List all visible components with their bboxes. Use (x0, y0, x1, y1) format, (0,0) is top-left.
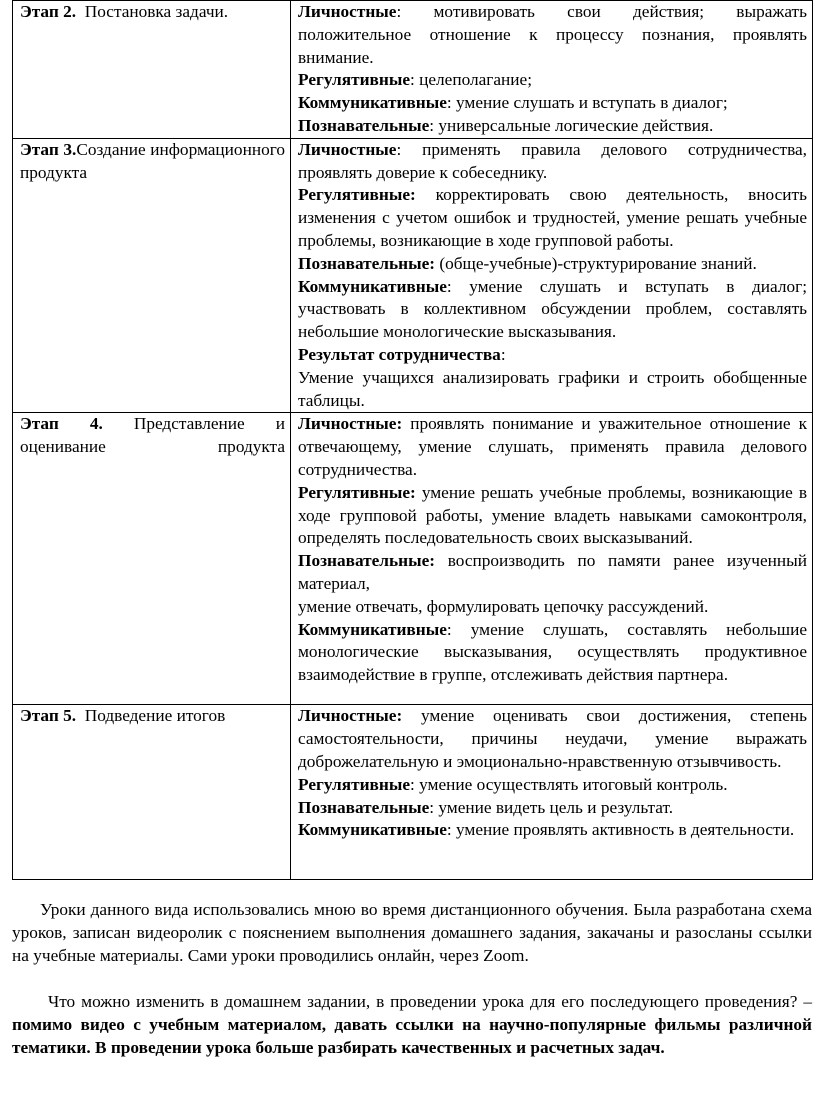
competency-block (298, 276, 807, 344)
competency-text: проявлять понимание и уважительное отношение к отвечающему, умение слушать, применять правила делового сотрудничества. (298, 414, 807, 479)
stage-line (20, 139, 285, 185)
stage-title: Подведение итогов (76, 706, 226, 726)
competencies-cell (291, 138, 813, 413)
table-row (13, 138, 813, 413)
competency-block (298, 596, 807, 619)
table-row (13, 413, 813, 705)
competencies-cell (291, 1, 813, 139)
competency-text: : целеполагание; (410, 70, 533, 90)
stage-cell (13, 1, 291, 139)
competency-block (298, 705, 807, 773)
competency-label: Познавательные (298, 115, 430, 135)
competency-block (298, 1, 807, 69)
competency-block (298, 253, 807, 276)
competency-block (298, 367, 807, 413)
competency-text: корректировать свою деятельность, вносить изменения с учетом ошибок и трудностей, умение решать учебные проблемы, возникающие в ходе групповой работы. (298, 185, 807, 250)
competency-text: : (500, 344, 506, 364)
stage-title: Представление и оценивание продукта (20, 414, 285, 457)
competency-text: : умение осуществлять итоговый контроль. (410, 774, 728, 794)
competency-label: Результат сотрудничества (298, 344, 501, 364)
competency-block (298, 819, 807, 842)
competency-block (298, 115, 807, 138)
conclusion-question: Что можно изменить в домашнем задании, в проведении урока для его последующего проведения? – (48, 992, 812, 1011)
competency-text: : умение слушать, составлять небольшие монологические высказывания, осуществлять продуктивное взаимодействие в группе, отслеживать действия партнера. (298, 619, 807, 685)
table-row (13, 1, 813, 139)
competency-text: : мотивировать свои действия; выражать положительное отношение к процессу познания, проявлять внимание. (298, 2, 807, 67)
competency-label: Личностные (298, 2, 397, 21)
competency-text: умение отвечать, формулировать цепочку рассуждений. (298, 596, 709, 616)
competency-block (298, 482, 807, 550)
stage-line (20, 413, 285, 459)
stages-table (12, 0, 813, 880)
competency-text: (обще-учебные)-структурирование знаний. (435, 253, 757, 273)
stage-number: Этап 2. (20, 2, 77, 21)
competency-label: Познавательные: (298, 551, 436, 571)
competency-block (298, 550, 807, 596)
stage-cell (13, 138, 291, 413)
competency-block (298, 92, 807, 115)
competency-label: Личностные: (298, 706, 403, 726)
competency-text: воспроизводить по памяти ранее изученный материал, (298, 551, 807, 593)
competency-text: : умение слушать и вступать в диалог; участвовать в коллективном обсуждении проблем, составлять небольшие монологические высказывания. (298, 276, 807, 342)
conclusion-answer: помимо видео с учебным материалом, давать ссылки на научно-популярные фильмы различной тематики. В проведении урока больше разбирать качественных и расчетных задач. (12, 1015, 812, 1057)
competency-label: Познавательные (298, 797, 430, 817)
competencies-cell (291, 413, 813, 705)
competency-label: Коммуникативные (298, 820, 447, 840)
competency-label: Коммуникативные (298, 276, 447, 296)
competency-text: : умение слушать и вступать в диалог; (446, 93, 728, 113)
competency-label: Регулятивные (298, 774, 410, 794)
competency-block (298, 139, 807, 185)
competency-block (298, 69, 807, 92)
table-row (13, 705, 813, 880)
stage-cell (13, 705, 291, 880)
competency-label: Коммуникативные (298, 93, 447, 113)
competency-label: Личностные: (298, 414, 403, 434)
competency-text: умение оценивать свои достижения, степень самостоятельности, причины неудачи, умение выражать доброжелательную и эмоционально-нравственную отзывчивость. (298, 706, 807, 771)
competency-text: : универсальные логические действия. (429, 115, 714, 135)
stage-title: Постановка задачи. (76, 2, 229, 21)
competency-block (298, 774, 807, 797)
stage-title: Создание информационного продукта (20, 139, 286, 182)
competency-text: : умение проявлять активность в деятельности. (446, 820, 795, 840)
stage-number: Этап 3. (20, 139, 77, 159)
competencies-cell (291, 705, 813, 880)
competency-label: Познавательные: (298, 253, 436, 273)
competency-label: Регулятивные: (298, 482, 416, 502)
stage-number: Этап 4. (20, 414, 103, 434)
competency-text: : умение видеть цель и результат. (429, 797, 674, 817)
competency-block (298, 184, 807, 252)
competency-block (298, 344, 807, 367)
competency-block (298, 619, 807, 687)
competency-label: Регулятивные (298, 70, 410, 90)
competency-text: : применять правила делового сотрудничества, проявлять доверие к собеседнику. (298, 139, 807, 182)
competency-text: умение решать учебные проблемы, возникающие в ходе групповой работы, умение владеть навыками самоконтроля, определять последовательность своих высказываний. (298, 482, 807, 548)
competency-label: Личностные (298, 139, 397, 159)
competency-text: Умение учащихся анализировать графики и строить обобщенные таблицы. (298, 367, 807, 410)
competency-block (298, 797, 807, 820)
competency-label: Регулятивные: (298, 185, 416, 205)
conclusion-paragraph (12, 990, 812, 1059)
stage-cell (13, 413, 291, 705)
competency-label: Коммуникативные (298, 619, 447, 639)
body-paragraph: Уроки данного вида использовались мною во время дистанционного обучения. Была разработана схема уроков, записан видеоролик с пояснением выполнения домашнего задания, закачаны и разосланы ссылки на учебные материалы. Сами уроки проводились онлайн, через Zoom. (12, 900, 812, 965)
competency-block (298, 413, 807, 481)
stage-number: Этап 5. (20, 706, 77, 726)
